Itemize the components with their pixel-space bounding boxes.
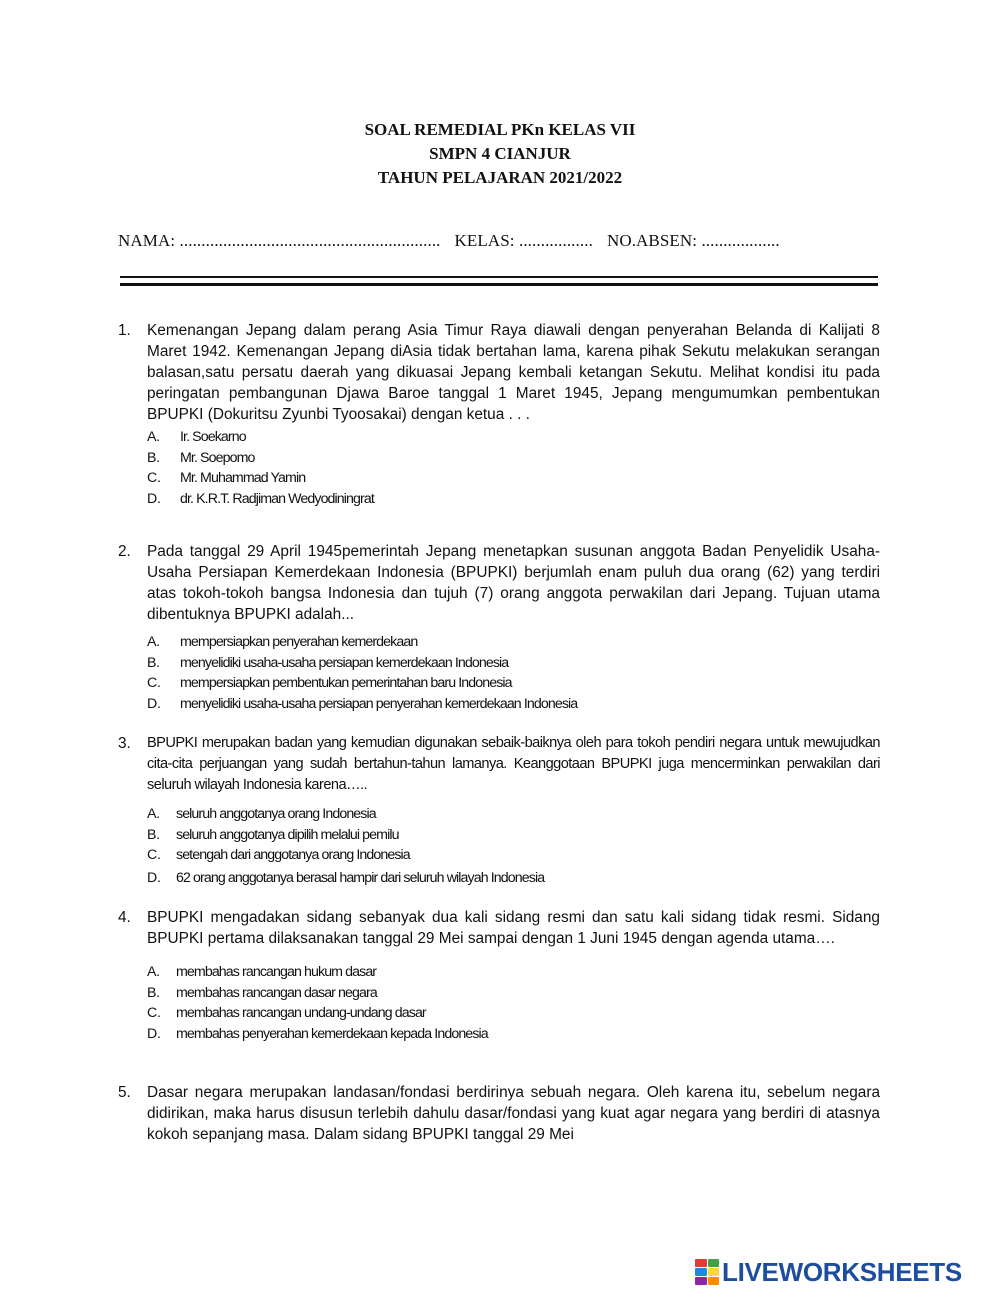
document-header	[0, 118, 1000, 190]
liveworksheets-logo	[695, 1257, 962, 1287]
question-5	[118, 1082, 880, 1145]
question-text: BPUPKI mengadakan sidang sebanyak dua kali sidang resmi dan satu kali sidang tidak resmi. Sidang BPUPKI pertama dilaksanakan tanggal 29 Mei sampai dengan 1 Juni 1945 dengan agenda utama….	[147, 909, 880, 947]
question-number: 2.	[118, 543, 131, 560]
logo-block	[708, 1259, 720, 1267]
question-2	[118, 541, 880, 714]
option-c[interactable]: C. mempersiapkan pembentukan pemerintahan baru Indonesia	[147, 675, 512, 691]
logo-block	[695, 1277, 707, 1285]
header-title: SOAL REMEDIAL PKn KELAS VII	[364, 120, 636, 139]
header-school: SMPN 4 CIANJUR	[429, 144, 571, 163]
option-c[interactable]: C. Mr. Muhammad Yamin	[147, 470, 306, 486]
option-a[interactable]: A. seluruh anggotanya orang Indonesia	[147, 806, 376, 822]
question-number: 1.	[118, 322, 131, 339]
question-1	[118, 320, 880, 509]
option-d[interactable]: D. menyelidiki usaha-usaha persiapan penyerahan kemerdekaan Indonesia	[147, 695, 578, 712]
options-list	[147, 962, 880, 1044]
absen-field[interactable]: NO.ABSEN: ..................	[606, 231, 780, 250]
question-text: Dasar negara merupakan landasan/fondasi berdirinya sebuah negara. Oleh karena itu, sebelum negara didirikan, maka harus disusun terlebih dahulu dasar/fondasi yang kuat agar negara yang berdiri di atasnya kokoh sepanjang masa. Dalam sidang BPUPKI tanggal 29 Mei	[147, 1084, 880, 1143]
question-4	[118, 907, 880, 1044]
divider-thin	[120, 276, 878, 278]
option-b[interactable]: B. menyelidiki usaha-usaha persiapan kemerdekaan Indonesia	[147, 654, 509, 671]
logo-block	[695, 1259, 707, 1267]
question-number: 3.	[118, 735, 131, 752]
options-list	[147, 804, 880, 888]
option-b[interactable]: B. membahas rancangan dasar negara	[147, 984, 377, 1001]
options-list	[147, 427, 880, 509]
option-b[interactable]: B. seluruh anggotanya dipilih melalui pemilu	[147, 826, 399, 843]
option-a[interactable]: A. Ir. Soekarno	[147, 429, 246, 445]
question-number: 4.	[118, 909, 131, 926]
liveworksheets-wordmark: LIVEWORKSHEETS	[722, 1256, 962, 1287]
logo-block	[708, 1277, 720, 1285]
question-text: BPUPKI merupakan badan yang kemudian digunakan sebaik-baiknya oleh para tokoh pendiri negara untuk mewujudkan cita-cita perjuangan yang sudah bertahun-tahun lamanya. Keanggotaan BPUPKI juga mencerminkan perwakilan dari seluruh wilayah Indonesia karena…..	[147, 735, 880, 793]
option-a[interactable]: A. mempersiapkan penyerahan kemerdekaan	[147, 634, 418, 650]
option-d[interactable]: D. 62 orang anggotanya berasal hampir dari seluruh wilayah Indonesia	[147, 869, 545, 886]
logo-block	[708, 1268, 720, 1276]
option-c[interactable]: C. setengah dari anggotanya orang Indonesia	[147, 847, 410, 863]
option-b[interactable]: B. Mr. Soepomo	[147, 449, 255, 466]
question-number: 5.	[118, 1084, 131, 1101]
kelas-field[interactable]: KELAS: .................	[454, 231, 593, 250]
question-3	[118, 733, 880, 888]
option-a[interactable]: A. membahas rancangan hukum dasar	[147, 964, 377, 980]
liveworksheets-icon	[695, 1259, 719, 1285]
options-list	[147, 632, 880, 714]
question-text: Kemenangan Jepang dalam perang Asia Timur Raya diawali dengan penyerahan Belanda di Kalijati 8 Maret 1942. Kemenangan Jepang diAsia tidak bertahan lama, karena pihak Sekutu melakukan serangan balasan,satu persatu daerah yang dikuasai Jepang kembali ketangan Sekutu. Melihat kondisi itu pada peringatan pembangunan Djawa Baroe tanggal 1 Maret 1945, Jepang mengumumkan pembentukan BPUPKI (Dokuritsu Zyunbi Tyoosakai) dengan ketua . . .	[147, 322, 880, 423]
option-d[interactable]: D. dr. K.R.T. Radjiman Wedyodiningrat	[147, 490, 374, 507]
student-identity-line	[118, 231, 780, 251]
question-text: Pada tanggal 29 April 1945pemerintah Jepang menetapkan susunan anggota Badan Penyelidik Usaha-Usaha Persiapan Kemerdekaan Indonesia (BPUPKI) berjumlah enam puluh dua orang (62) yang terdiri atas tokoh-tokoh bangsa Indonesia dan tujuh (7) orang anggota perwakilan dari Jepang. Tujuan utama dibentuknya BPUPKI adalah...	[147, 543, 880, 623]
logo-block	[695, 1268, 707, 1276]
nama-field[interactable]: NAMA: ............................................................	[118, 231, 441, 250]
option-d[interactable]: D. membahas penyerahan kemerdekaan kepada Indonesia	[147, 1025, 488, 1042]
option-c[interactable]: C. membahas rancangan undang-undang dasar	[147, 1005, 426, 1021]
header-year: TAHUN PELAJARAN 2021/2022	[377, 168, 623, 187]
divider-thick	[120, 283, 878, 286]
